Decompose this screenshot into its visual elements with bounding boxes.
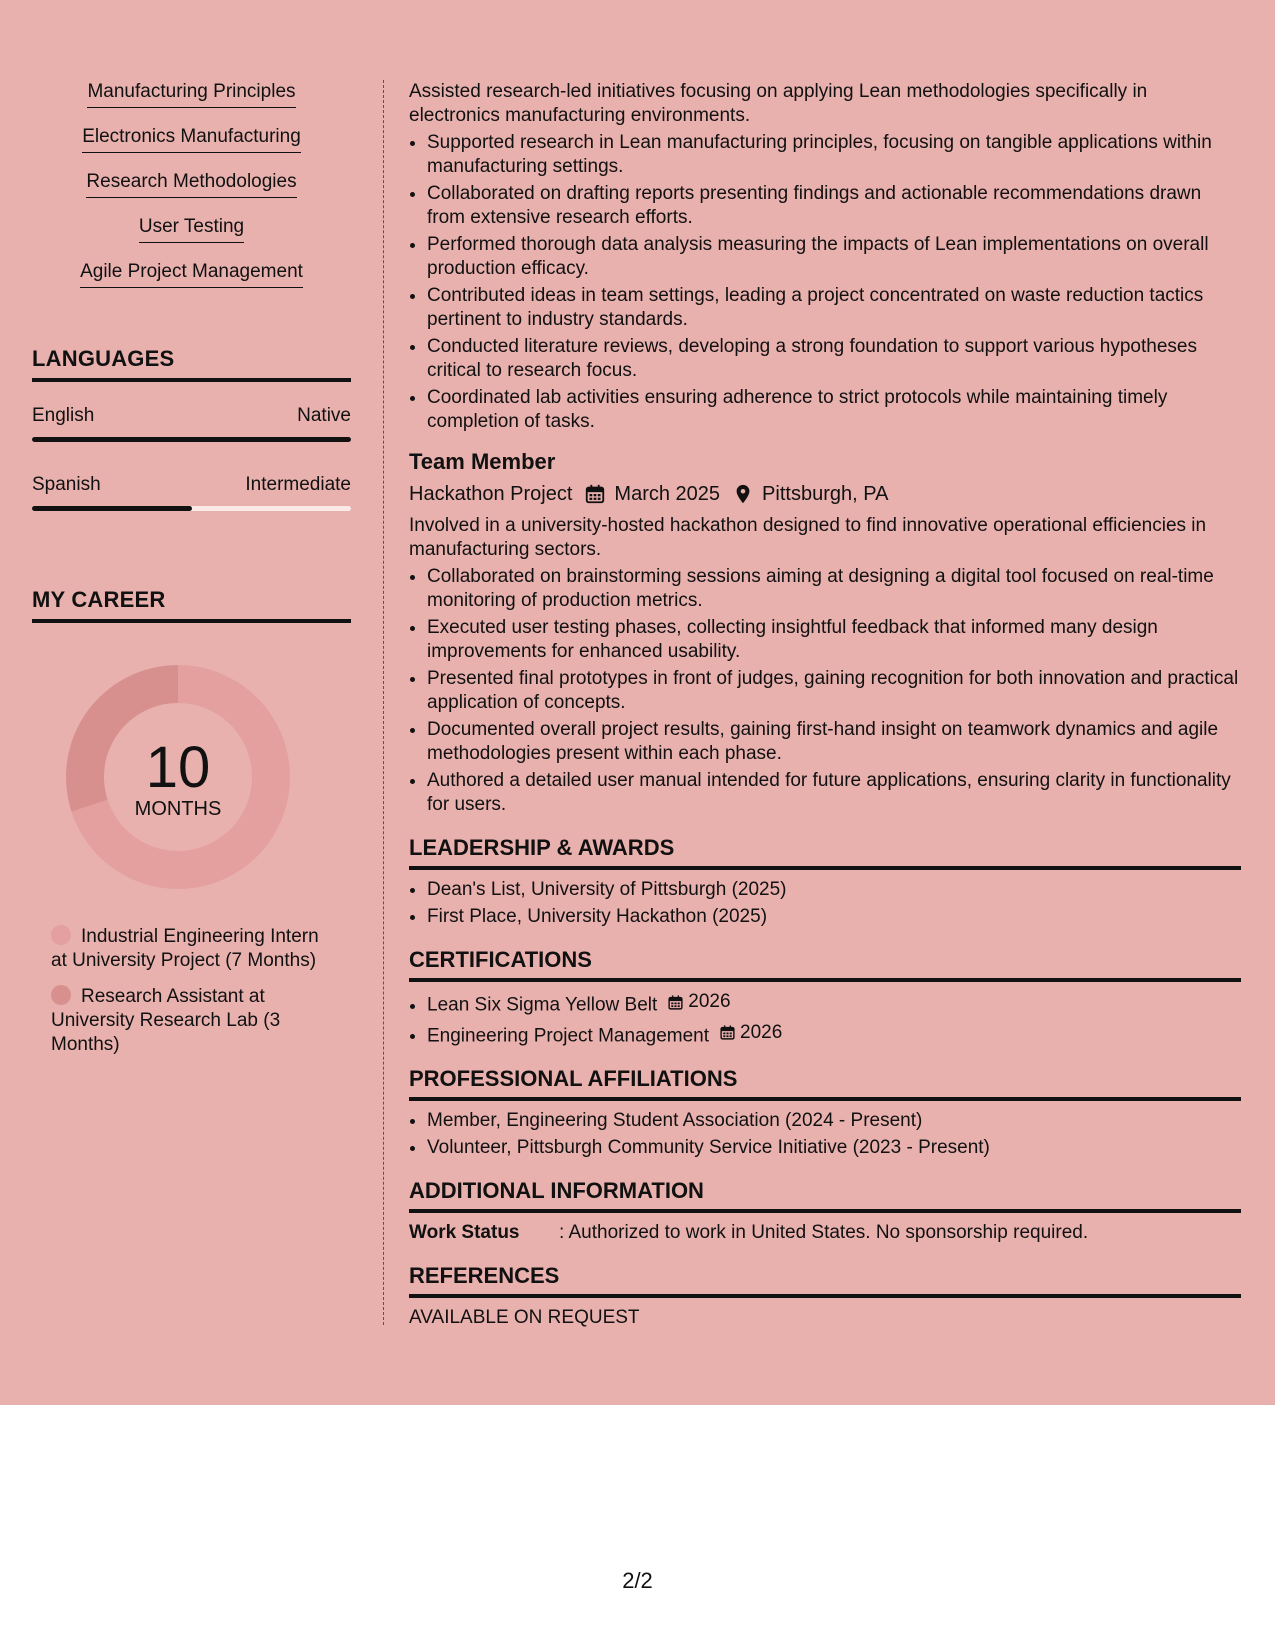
career-legend-item [51, 985, 331, 1057]
career-legend-label: Industrial Engineering Intern at University Project (7 Months) [51, 926, 319, 971]
skill-item [32, 125, 351, 154]
job-bullets [409, 565, 1241, 817]
career-legend-label: Research Assistant at University Research Lab (3 Months) [51, 986, 281, 1055]
bullet-item: • Coordinated lab activities ensuring adherence to strict protocols while maintaining timely completion of tasks. [427, 386, 1241, 434]
language-name: Spanish [32, 474, 101, 495]
certification-item [427, 1021, 1241, 1049]
bullet-item: • Collaborated on drafting reports presenting findings and actionable recommendations drawn from extensive research efforts. [427, 182, 1241, 230]
certification-year: 2026 [688, 991, 731, 1012]
career-total-number: 10 [145, 735, 211, 800]
language-proficiency-bar [32, 506, 351, 511]
languages-heading: LANGUAGES [32, 346, 351, 382]
skill-item [32, 260, 351, 289]
skill-label: Manufacturing Principles [87, 80, 295, 108]
job-location: Pittsburgh, PA [762, 483, 889, 505]
references-text: AVAILABLE ON REQUEST [409, 1307, 640, 1328]
left-column [32, 80, 351, 1055]
affiliations-heading: PROFESSIONAL AFFILIATIONS [409, 1066, 1241, 1101]
language-row-spanish [32, 474, 351, 511]
certification-name: Engineering Project Management [427, 1025, 710, 1046]
bullet-item: • Dean's List, University of Pittsburgh (2025) [427, 878, 1241, 902]
bullet-item: • Conducted literature reviews, developing a strong foundation to support various hypotheses critical to research focus. [427, 335, 1241, 383]
research-intro: Assisted research-led initiatives focusing on applying Lean methodologies specifically in electronics manufacturing environments. [409, 81, 1148, 126]
certifications-heading: CERTIFICATIONS [409, 947, 1241, 982]
page-number: 2/2 [622, 1568, 653, 1593]
job-date: March 2025 [614, 483, 721, 505]
career-legend [51, 925, 331, 1069]
legend-dot-icon [51, 925, 71, 945]
right-column [409, 80, 1241, 1330]
language-name: English [32, 405, 95, 426]
bullet-item: • Authored a detailed user manual intended for future applications, ensuring clarity in functionality for users. [427, 769, 1241, 817]
leadership-list [409, 878, 1241, 929]
skill-item [32, 215, 351, 244]
leadership-heading: LEADERSHIP & AWARDS [409, 835, 1241, 870]
job-intro: Involved in a university-hosted hackathon designed to find innovative operational efficiencies in manufacturing sectors. [409, 515, 1207, 560]
job-organization: Hackathon Project [409, 483, 573, 505]
career-legend-item [51, 925, 331, 973]
legend-dot-icon [51, 985, 71, 1005]
location-pin-icon [732, 483, 754, 505]
bullet-item: • Volunteer, Pittsburgh Community Service Initiative (2023 - Present) [427, 1136, 1241, 1160]
work-status-key: Work Status [409, 1222, 520, 1243]
column-divider [383, 80, 384, 1325]
calendar-icon [584, 483, 606, 505]
bullet-item: • Collaborated on brainstorming sessions aiming at designing a digital tool focused on real-time monitoring of production metrics. [427, 565, 1241, 613]
career-total-unit: MONTHS [134, 798, 222, 820]
bullet-item: • Supported research in Lean manufacturing principles, focusing on tangible applications within manufacturing settings. [427, 131, 1241, 179]
bullet-item: • Contributed ideas in team settings, leading a project concentrated on waste reduction tactics pertinent to industry standards. [427, 284, 1241, 332]
bullet-item: • First Place, University Hackathon (2025) [427, 905, 1241, 929]
language-proficiency-bar [32, 437, 351, 442]
skill-label: User Testing [139, 215, 244, 243]
language-level: Intermediate [245, 474, 351, 495]
career-donut-label [66, 665, 290, 889]
bullet-item: • Executed user testing phases, collecting insightful feedback that informed many design improvements for enhanced usability. [427, 616, 1241, 664]
references-heading: REFERENCES [409, 1263, 1241, 1298]
bullet-item: • Presented final prototypes in front of judges, gaining recognition for both innovation and practical application of concepts. [427, 667, 1241, 715]
work-status-value: : Authorized to work in United States. No sponsorship required. [559, 1222, 1089, 1243]
research-bullets [409, 131, 1241, 434]
job-title: Team Member [409, 449, 556, 474]
skill-label: Research Methodologies [86, 170, 296, 198]
language-row-english [32, 405, 351, 442]
affiliations-list [409, 1109, 1241, 1160]
additional-heading: ADDITIONAL INFORMATION [409, 1178, 1241, 1213]
language-level: Native [297, 405, 351, 426]
career-heading: MY CAREER [32, 587, 351, 623]
bullet-item: • Member, Engineering Student Association (2024 - Present) [427, 1109, 1241, 1133]
bullet-item: • Performed thorough data analysis measuring the impacts of Lean implementations on overall production efficacy. [427, 233, 1241, 281]
skill-label: Electronics Manufacturing [82, 125, 301, 153]
calendar-icon [719, 1024, 736, 1041]
language-proficiency-fill [32, 437, 351, 442]
certifications-list [409, 990, 1241, 1048]
skills-list [32, 80, 351, 289]
language-proficiency-fill [32, 506, 192, 511]
certification-year: 2026 [740, 1021, 783, 1043]
skill-item [32, 170, 351, 199]
skill-label: Agile Project Management [80, 260, 303, 288]
calendar-icon [667, 994, 684, 1011]
work-status-row [409, 1221, 1241, 1245]
certification-item [427, 990, 1241, 1018]
certification-name: Lean Six Sigma Yellow Belt [427, 994, 658, 1016]
bullet-item: • Documented overall project results, gaining first-hand insight on teamwork dynamics and agile methodologies present within each phase. [427, 718, 1241, 766]
skill-item [32, 80, 351, 109]
job-meta [409, 480, 1241, 508]
